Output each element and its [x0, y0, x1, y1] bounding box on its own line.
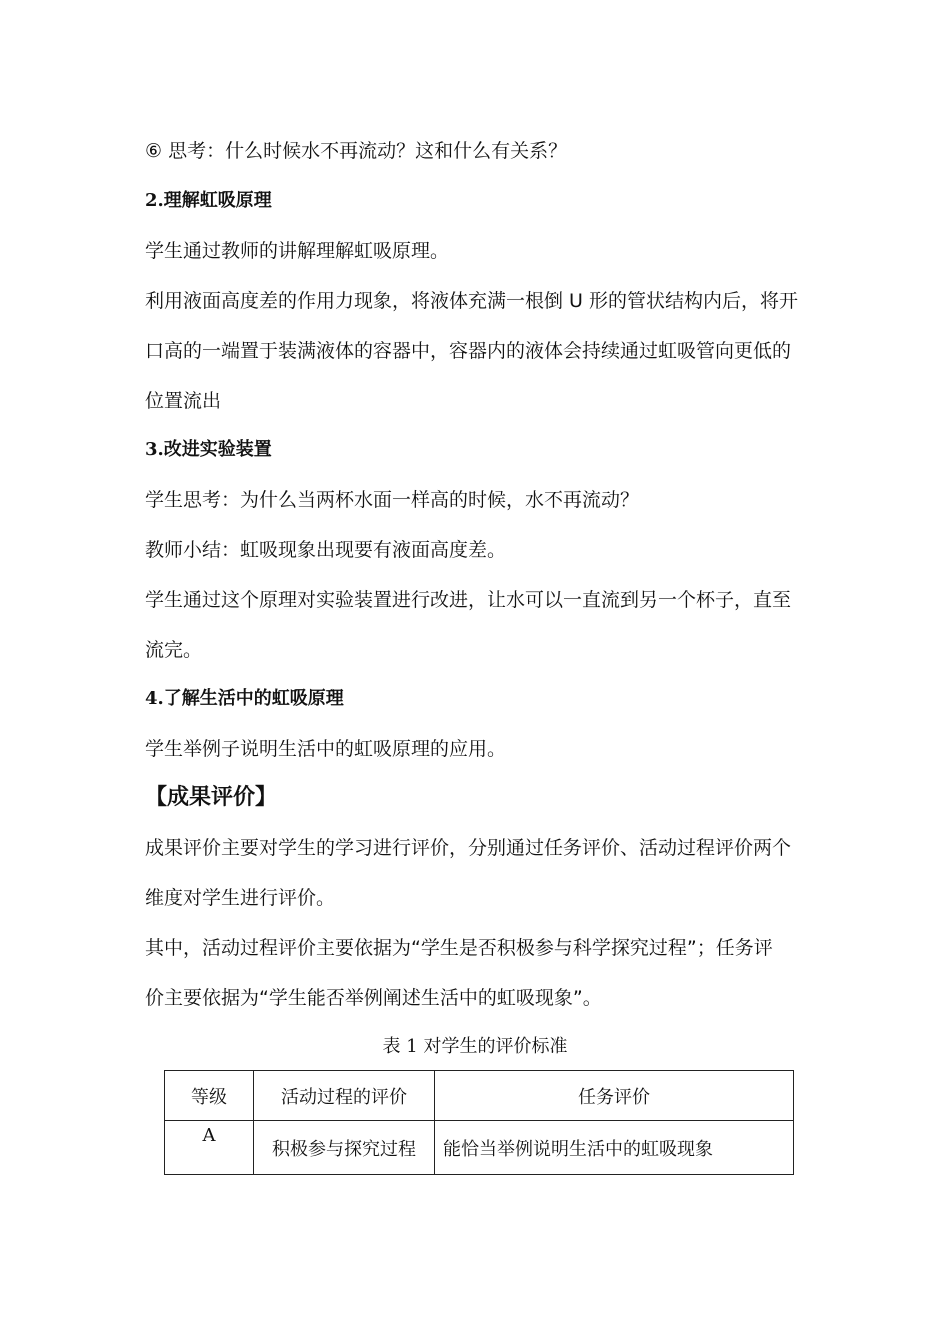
header-activity-evaluation: 活动过程的评价: [254, 1071, 435, 1121]
cell-activity-evaluation: 积极参与探究过程: [254, 1121, 435, 1175]
paragraph-think-question: ⑥ 思考：什么时候水不再流动？这和什么有关系？: [145, 140, 568, 162]
table-caption: 表 1 对学生的评价标准: [382, 1036, 568, 1057]
header-task-evaluation: 任务评价: [435, 1071, 794, 1121]
paragraph-principle-line2: 口高的一端置于装满液体的容器中，容器内的液体会持续通过虹吸管向更低的: [145, 340, 792, 362]
heading-life-siphon: 4.了解生活中的虹吸原理: [145, 688, 344, 709]
paragraph-criteria-line2: 价主要依据为“学生能否举例阐述生活中的虹吸现象”。: [145, 987, 602, 1009]
table-row: [165, 1121, 794, 1175]
paragraph-principle-line1: 利用液面高度差的作用力现象，将液体充满一根倒 U 形的管状结构内后，将开: [145, 290, 798, 312]
paragraph-student-think: 学生思考：为什么当两杯水面一样高的时候，水不再流动？: [145, 489, 640, 511]
header-grade: 等级: [165, 1071, 254, 1121]
paragraph-evaluation-line1: 成果评价主要对学生的学习进行评价，分别通过任务评价、活动过程评价两个: [145, 837, 792, 859]
heading-improve-device: 3.改进实验装置: [145, 439, 272, 460]
table-header-row: [165, 1071, 794, 1121]
paragraph-teacher-summary: 教师小结：虹吸现象出现要有液面高度差。: [145, 539, 507, 561]
paragraph-principle-line3: 位置流出: [145, 390, 222, 412]
paragraph-teacher-explain: 学生通过教师的讲解理解虹吸原理。: [145, 240, 450, 262]
paragraph-criteria-line1: 其中，活动过程评价主要依据为“学生是否积极参与科学探究过程”；任务评: [145, 937, 773, 959]
cell-grade: A: [165, 1121, 254, 1175]
cell-task-evaluation: 能恰当举例说明生活中的虹吸现象: [435, 1121, 794, 1175]
section-title-evaluation: 【成果评价】: [145, 785, 278, 810]
paragraph-evaluation-line2: 维度对学生进行评价。: [145, 887, 336, 909]
paragraph-improve-line1: 学生通过这个原理对实验装置进行改进，让水可以一直流到另一个杯子，直至: [145, 589, 792, 611]
evaluation-table: [164, 1070, 794, 1175]
paragraph-life-examples: 学生举例子说明生活中的虹吸原理的应用。: [145, 738, 507, 760]
paragraph-improve-line2: 流完。: [145, 639, 203, 661]
heading-understand-siphon: 2.理解虹吸原理: [145, 190, 272, 211]
